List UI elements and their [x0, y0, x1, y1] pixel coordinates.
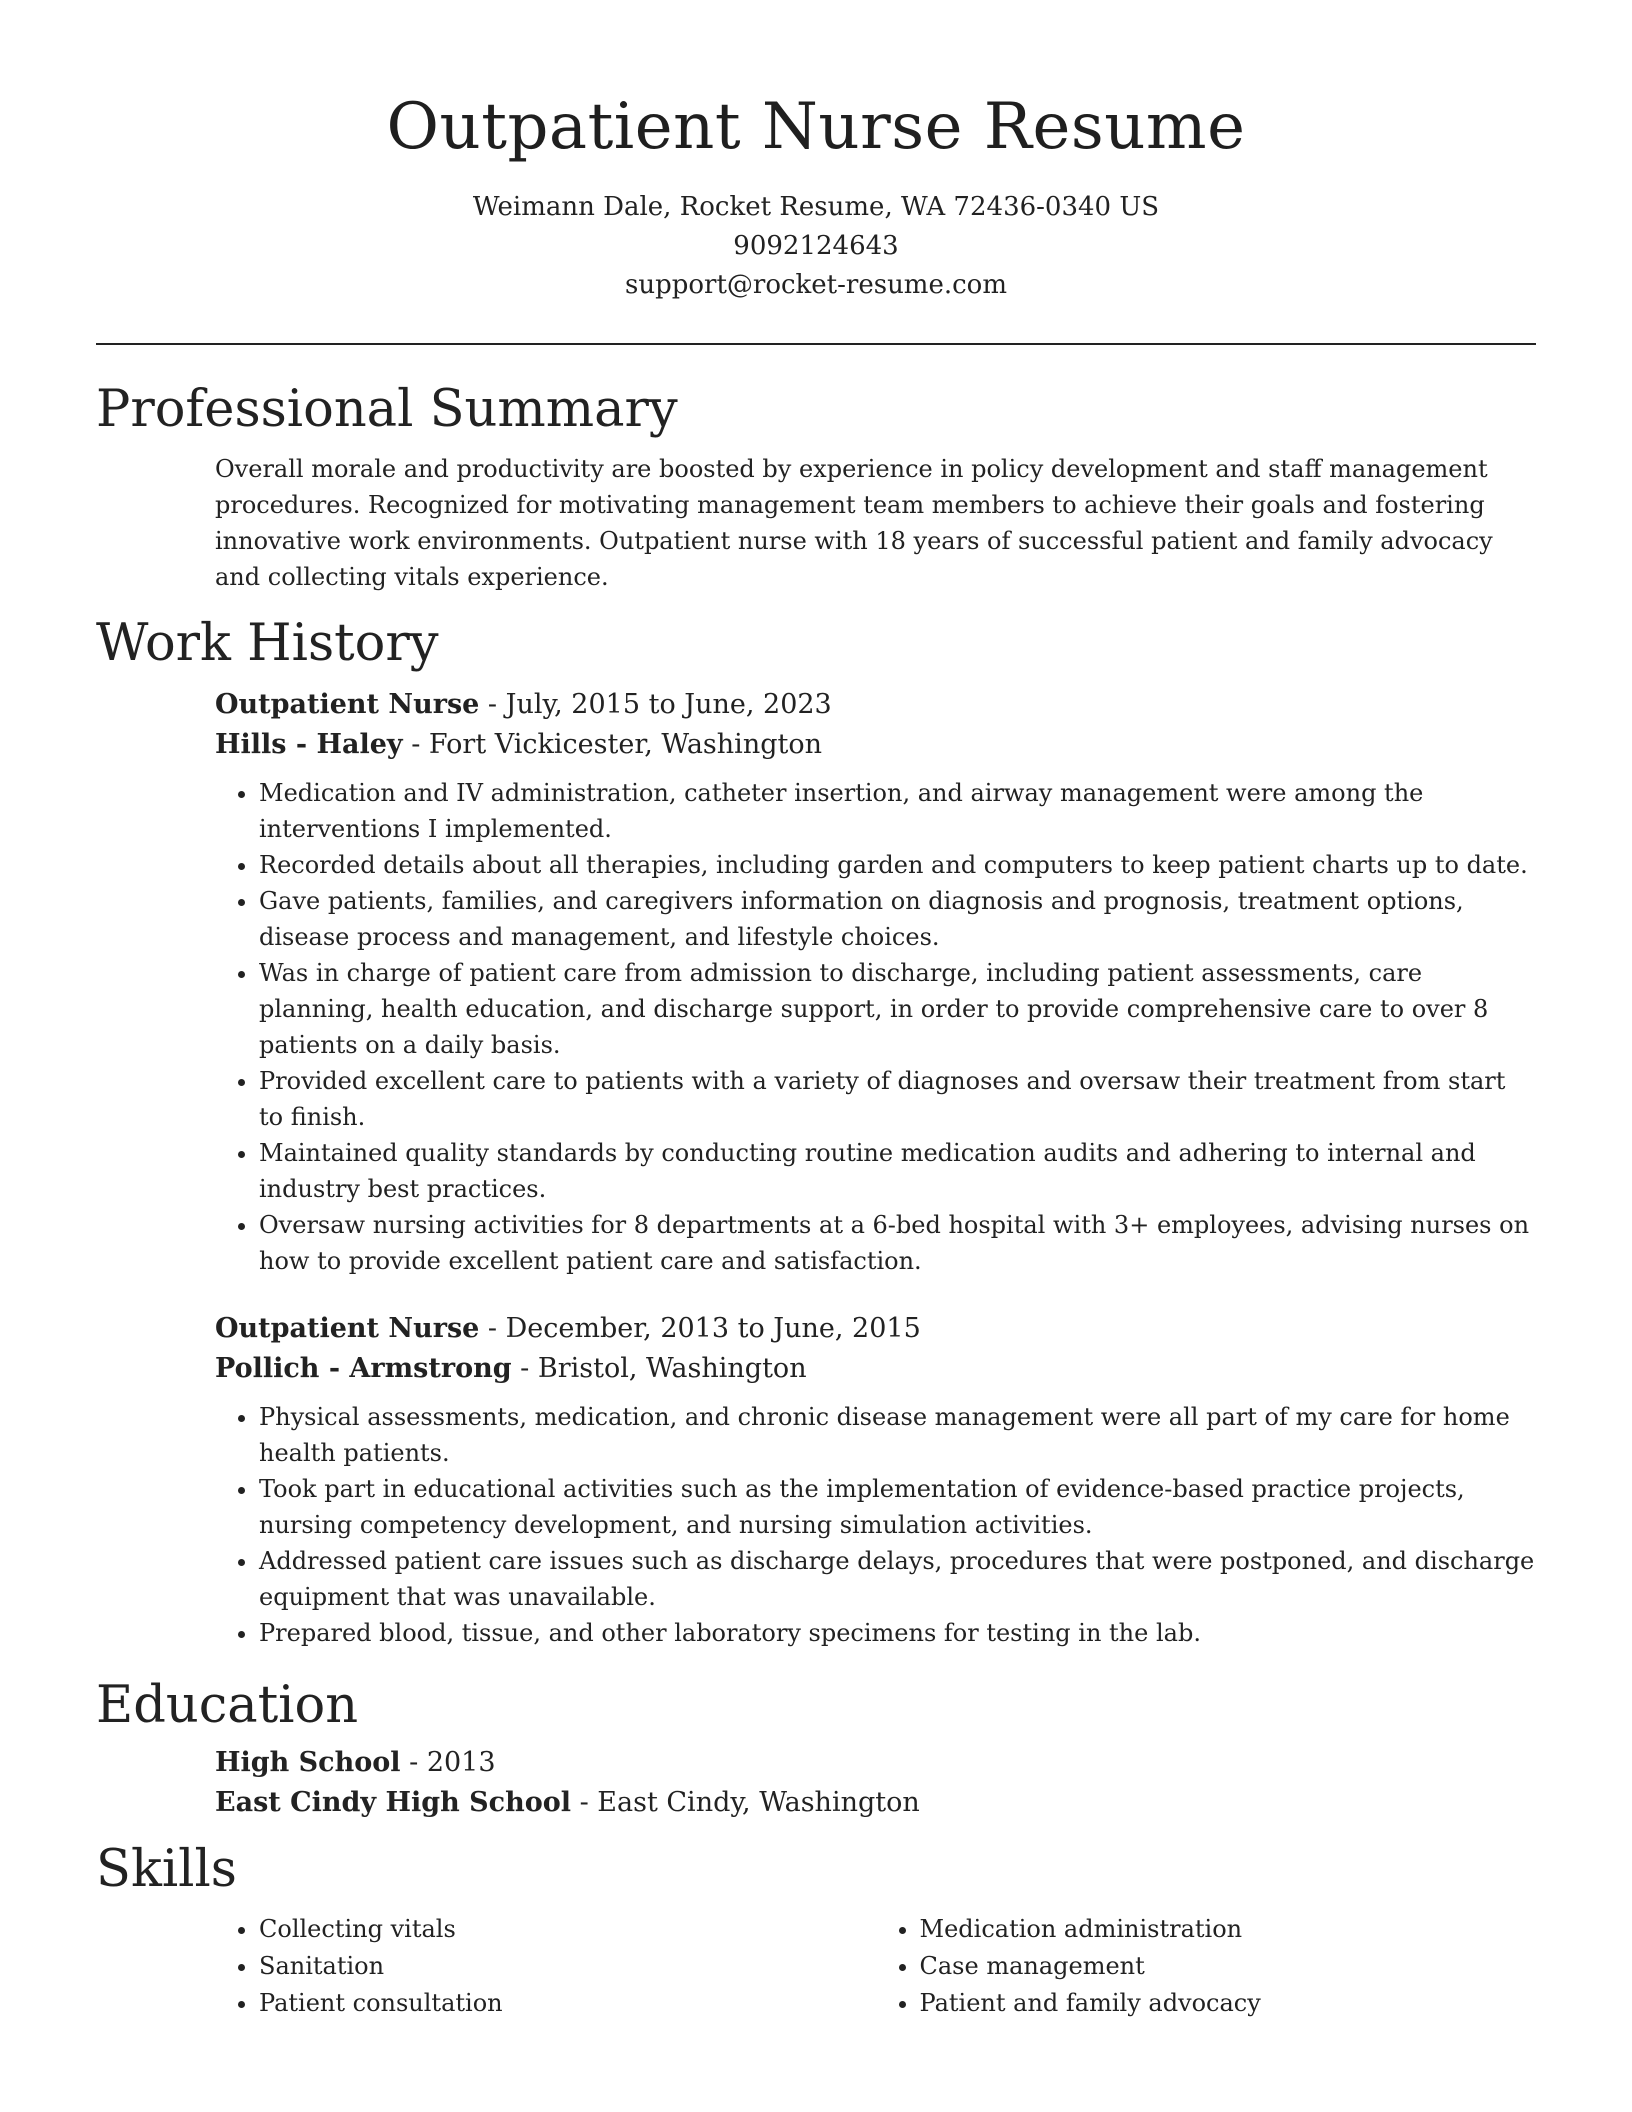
skills-heading: Skills	[96, 1840, 237, 1899]
job-company-line	[215, 725, 1536, 765]
summary-text: Overall morale and productivity are boosted by experience in policy development and staff management procedures. Recognized for motivating management team members to achieve their goals and fostering innovative work environments. Outpatient nurse with 18 years of successful patient and family advocacy and collecting vitals experience.	[215, 455, 1493, 591]
skills-grid	[96, 1905, 1536, 2022]
list-item: • Maintained quality standards by conducting routine medication audits and adhering to internal and industry best practices.	[259, 1135, 1536, 1207]
list-item: • Prepared blood, tissue, and other laboratory specimens for testing in the lab.	[259, 1615, 1536, 1651]
list-item: • Addressed patient care issues such as discharge delays, procedures that were postponed, and discharge equipment that was unavailable.	[259, 1543, 1536, 1615]
job-company: Hills - Haley	[215, 729, 403, 760]
job-entry	[96, 1309, 1536, 1651]
contact-phone: 9092124643	[733, 231, 899, 261]
summary-heading: Professional Summary	[96, 380, 678, 439]
contact-address: Weimann Dale, Rocket Resume, WA 72436-0340 US	[472, 192, 1160, 222]
list-item: • Collecting vitals	[259, 1911, 876, 1948]
list-item: • Case management	[920, 1948, 1537, 1985]
job-location: - Bristol, Washington	[511, 1353, 807, 1384]
contact-email: support@rocket-resume.com	[624, 270, 1007, 300]
contact-block	[96, 188, 1536, 305]
education-degree-line	[215, 1743, 1536, 1783]
education-entry	[96, 1743, 1536, 1823]
job-location: - Fort Vickicester, Washington	[402, 729, 822, 760]
list-item: • Gave patients, families, and caregivers information on diagnosis and prognosis, treatment options, disease process and management, and lifestyle choices.	[259, 883, 1536, 955]
education-section	[96, 1671, 1536, 1823]
work-history-section	[96, 609, 1536, 1651]
education-year: - 2013	[400, 1747, 496, 1778]
skills-list-right	[876, 1911, 1537, 2022]
job-company: Pollich - Armstrong	[215, 1353, 512, 1384]
job-company-line	[215, 1349, 1536, 1389]
summary-section	[96, 375, 1536, 595]
job-bullets	[215, 775, 1536, 1279]
list-item: • Physical assessments, medication, and chronic disease management were all part of my care for home health patients.	[259, 1399, 1536, 1471]
job-dates: - July, 2015 to June, 2023	[479, 689, 832, 720]
education-location: - East Cindy, Washington	[571, 1787, 920, 1818]
list-item: • Provided excellent care to patients with a variety of diagnoses and oversaw their treatment from start to finish.	[259, 1063, 1536, 1135]
skills-list-left	[215, 1911, 876, 2022]
job-title: Outpatient Nurse	[215, 1313, 480, 1344]
list-item: • Oversaw nursing activities for 8 departments at a 6-bed hospital with 3+ employees, advising nurses on how to provide excellent patient care and satisfaction.	[259, 1207, 1536, 1279]
job-bullets	[215, 1399, 1536, 1651]
list-item: • Medication administration	[920, 1911, 1537, 1948]
skills-section	[96, 1835, 1536, 2022]
job-title: Outpatient Nurse	[215, 689, 480, 720]
list-item: • Was in charge of patient care from admission to discharge, including patient assessments, care planning, health education, and discharge support, in order to provide comprehensive care to over 8 patients on a daily basis.	[259, 955, 1536, 1063]
job-dates: - December, 2013 to June, 2015	[479, 1313, 921, 1344]
list-item: • Patient and family advocacy	[920, 1985, 1537, 2022]
resume-title: Outpatient Nurse Resume	[386, 90, 1246, 164]
job-entry	[96, 685, 1536, 1279]
education-school-line	[215, 1783, 1536, 1823]
education-school: East Cindy High School	[215, 1787, 572, 1818]
education-heading: Education	[96, 1676, 359, 1735]
list-item: • Sanitation	[259, 1948, 876, 1985]
list-item: • Took part in educational activities such as the implementation of evidence-based practice projects, nursing competency development, and nursing simulation activities.	[259, 1471, 1536, 1543]
job-title-line	[215, 1309, 1536, 1349]
list-item: • Patient consultation	[259, 1985, 876, 2022]
work-history-heading: Work History	[96, 614, 439, 673]
list-item: • Medication and IV administration, catheter insertion, and airway management were among the interventions I implemented.	[259, 775, 1536, 847]
list-item: • Recorded details about all therapies, including garden and computers to keep patient charts up to date.	[259, 847, 1536, 883]
job-title-line	[215, 685, 1536, 725]
education-degree: High School	[215, 1747, 401, 1778]
